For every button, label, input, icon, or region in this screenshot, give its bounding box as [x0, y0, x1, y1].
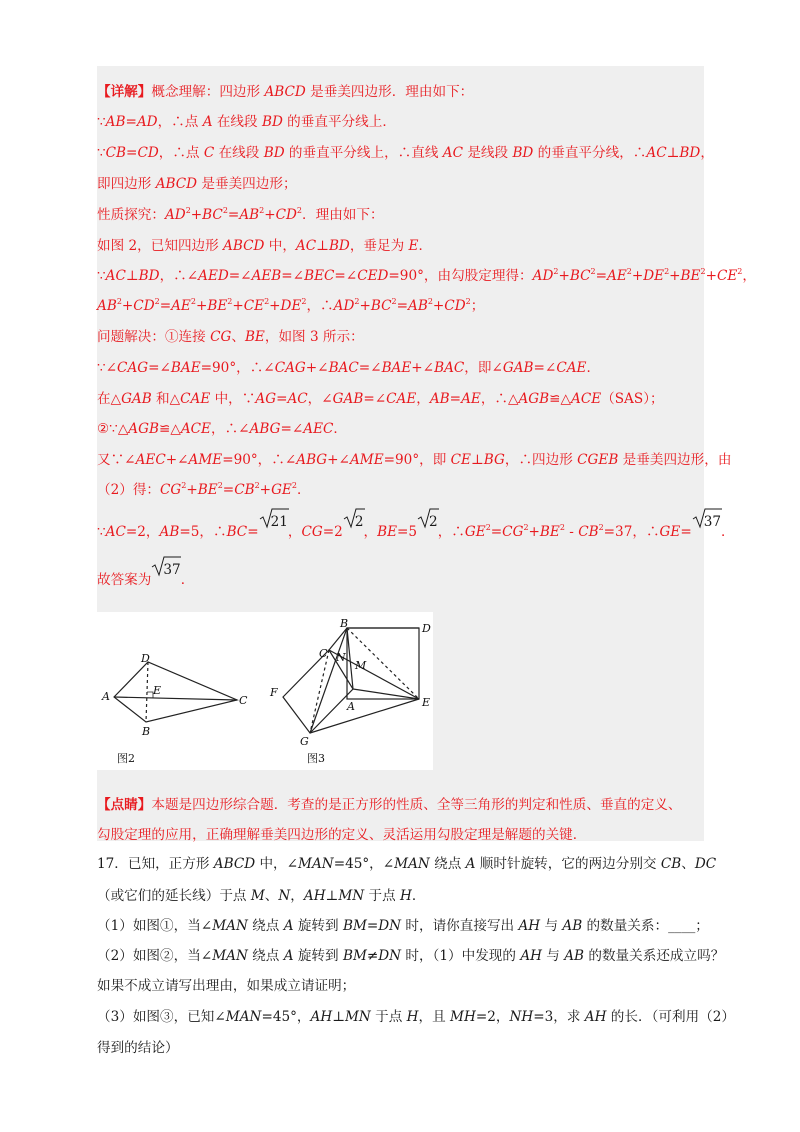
problem17-line-2: （或它们的延长线）于点 M、N，AH⊥MN 于点 H． [97, 888, 426, 904]
fig2-label-C: C [239, 694, 248, 707]
fig2-quadrilateral [114, 662, 237, 722]
sqrt-2-b: 2 [417, 524, 438, 540]
fig2-label-E: E [153, 684, 162, 697]
problem17-line-1: 17．已知，正方形 ABCD 中，∠MAN=45°，∠MAN 绕点 A 顺时针旋转，它的两边分别交 CB、DC [97, 856, 717, 872]
solution-line-2: ∵AB=AD，∴点 A 在线段 BD 的垂直平分线上． [97, 114, 396, 130]
fig2-label-B: B [142, 725, 151, 738]
solution-line-8: $AB^2+CD^2=AE^2+BE^2+CE^2+DE^2$，$\therefore AD^2+BC^2=AB^2+CD^2$； [97, 297, 485, 314]
solution-line-4: 即四边形 ABCD 是垂美四边形； [97, 176, 297, 192]
fig3-label-A: A [347, 700, 355, 713]
fig3-label-D: D [422, 622, 431, 635]
figure-3 [283, 628, 419, 733]
figures-panel [97, 612, 433, 770]
solution-line-15: ∵AC=2，AB=5，∴BC= 21，CG=2 2，BE=5 2，$\therefore GE^2=CG^2+BE^2 - CB^2=37$，∴GE= 37． [97, 520, 735, 540]
solution-line-16: 故答案为 37． [97, 568, 194, 588]
problem17-line-4: （2）如图②，当∠MAN 绕点 A 旋转到 BM≠DN 时，（1）中发现的 AH 与 AB 的数量关系还成立吗？ [97, 948, 725, 964]
solution-line-17: 【点睛】本题是四边形综合题．考查的是正方形的性质、全等三角形的判定和性质、垂直的定义、 [97, 797, 682, 813]
solution-line-11: 在△GAB 和△CAE 中，∵AG=AC，∠GAB=∠CAE，AB=AE，∴△AGB≌△ACE（SAS）； [97, 391, 664, 407]
problem17-line-6: （3）如图③，已知∠MAN=45°，AH⊥MN 于点 H，且 MH=2，NH=3，求 AH 的长．（可利用（2） [97, 1009, 735, 1025]
solution-line-12: ②∵△AGB≌△ACE，∴∠ABG=∠AEC． [97, 421, 348, 437]
sqrt-21: 21 [259, 524, 288, 540]
figure-2 [114, 662, 237, 722]
fig3-segment-cg [310, 650, 329, 733]
problem17-line-3: （1）如图①，当∠MAN 绕点 A 旋转到 BM=DN 时，请你直接写出 AH 与 AB 的数量关系：____； [97, 918, 709, 934]
solution-line-5: 性质探究：$AD^2+BC^2=AB^2+CD^2$．理由如下： [97, 206, 384, 223]
fig3-label-B: B [340, 617, 349, 630]
sqrt-37-b: 37 [151, 572, 180, 588]
solution-line-14: （2）得：$CG^2+BE^2=CB^2+GE^2$． [97, 481, 311, 498]
solution-line-10: ∵∠CAG=∠BAE=90°，∴∠CAG+∠BAC=∠BAE+∠BAC，即∠GAB=∠CAE． [97, 360, 601, 376]
fig3-segment-gb [310, 628, 347, 733]
fig3-label-C: C [319, 647, 328, 660]
fig3-label-N: N [336, 651, 346, 664]
solution-line-1: 【详解】概念理解：四边形 ABCD 是垂美四边形．理由如下： [97, 84, 474, 100]
solution-line-9: 问题解决：①连接 CG、BE，如图 3 所示： [97, 329, 364, 345]
answer-blank[interactable]: ____ [668, 918, 696, 934]
sqrt-2-a: 2 [343, 524, 364, 540]
fig2-diagonal-ac [114, 697, 237, 700]
fig3-label-E: E [422, 696, 431, 709]
solution-line-18: 勾股定理的应用，正确理解垂美四边形的定义、灵活运用勾股定理是解题的关键． [97, 827, 587, 843]
problem17-line-7: 得到的结论） [97, 1040, 179, 1056]
problem17-line-5: 如果不成立请写出理由，如果成立请证明； [97, 978, 356, 994]
sqrt-37-a: 37 [692, 524, 721, 540]
fig2-caption: 图2 [117, 752, 135, 765]
fig3-label-G: G [300, 735, 309, 748]
geometry-figures [97, 612, 433, 770]
fig3-segment-cb [329, 628, 347, 650]
solution-line-7: ∵AC⊥BD，∴∠AED=∠AEB=∠BEC=∠CED=90°，由勾股定理得：$AD^2+BC^2=AE^2+DE^2+BE^2+CE^2$， [97, 267, 756, 284]
fig2-label-A: A [102, 690, 110, 703]
fig3-label-F: F [270, 686, 278, 699]
fig3-labels [269, 617, 431, 748]
fig3-label-M: M [355, 659, 367, 672]
fig3-caption: 图3 [307, 752, 325, 765]
fig2-label-D: D [141, 652, 150, 665]
solution-line-3: ∵CB=CD，∴点 C 在线段 BD 的垂直平分线上，∴直线 AC 是线段 BD 的垂直平分线，∴AC⊥BD， [97, 145, 714, 161]
solution-line-6: 如图 2，已知四边形 ABCD 中，AC⊥BD，垂足为 E． [97, 238, 433, 254]
solution-line-13: 又∵∠AEC+∠AME=90°，∴∠ABG+∠AME=90°，即 CE⊥BG，∴四边形 CGEB 是垂美四边形，由 [97, 452, 732, 468]
